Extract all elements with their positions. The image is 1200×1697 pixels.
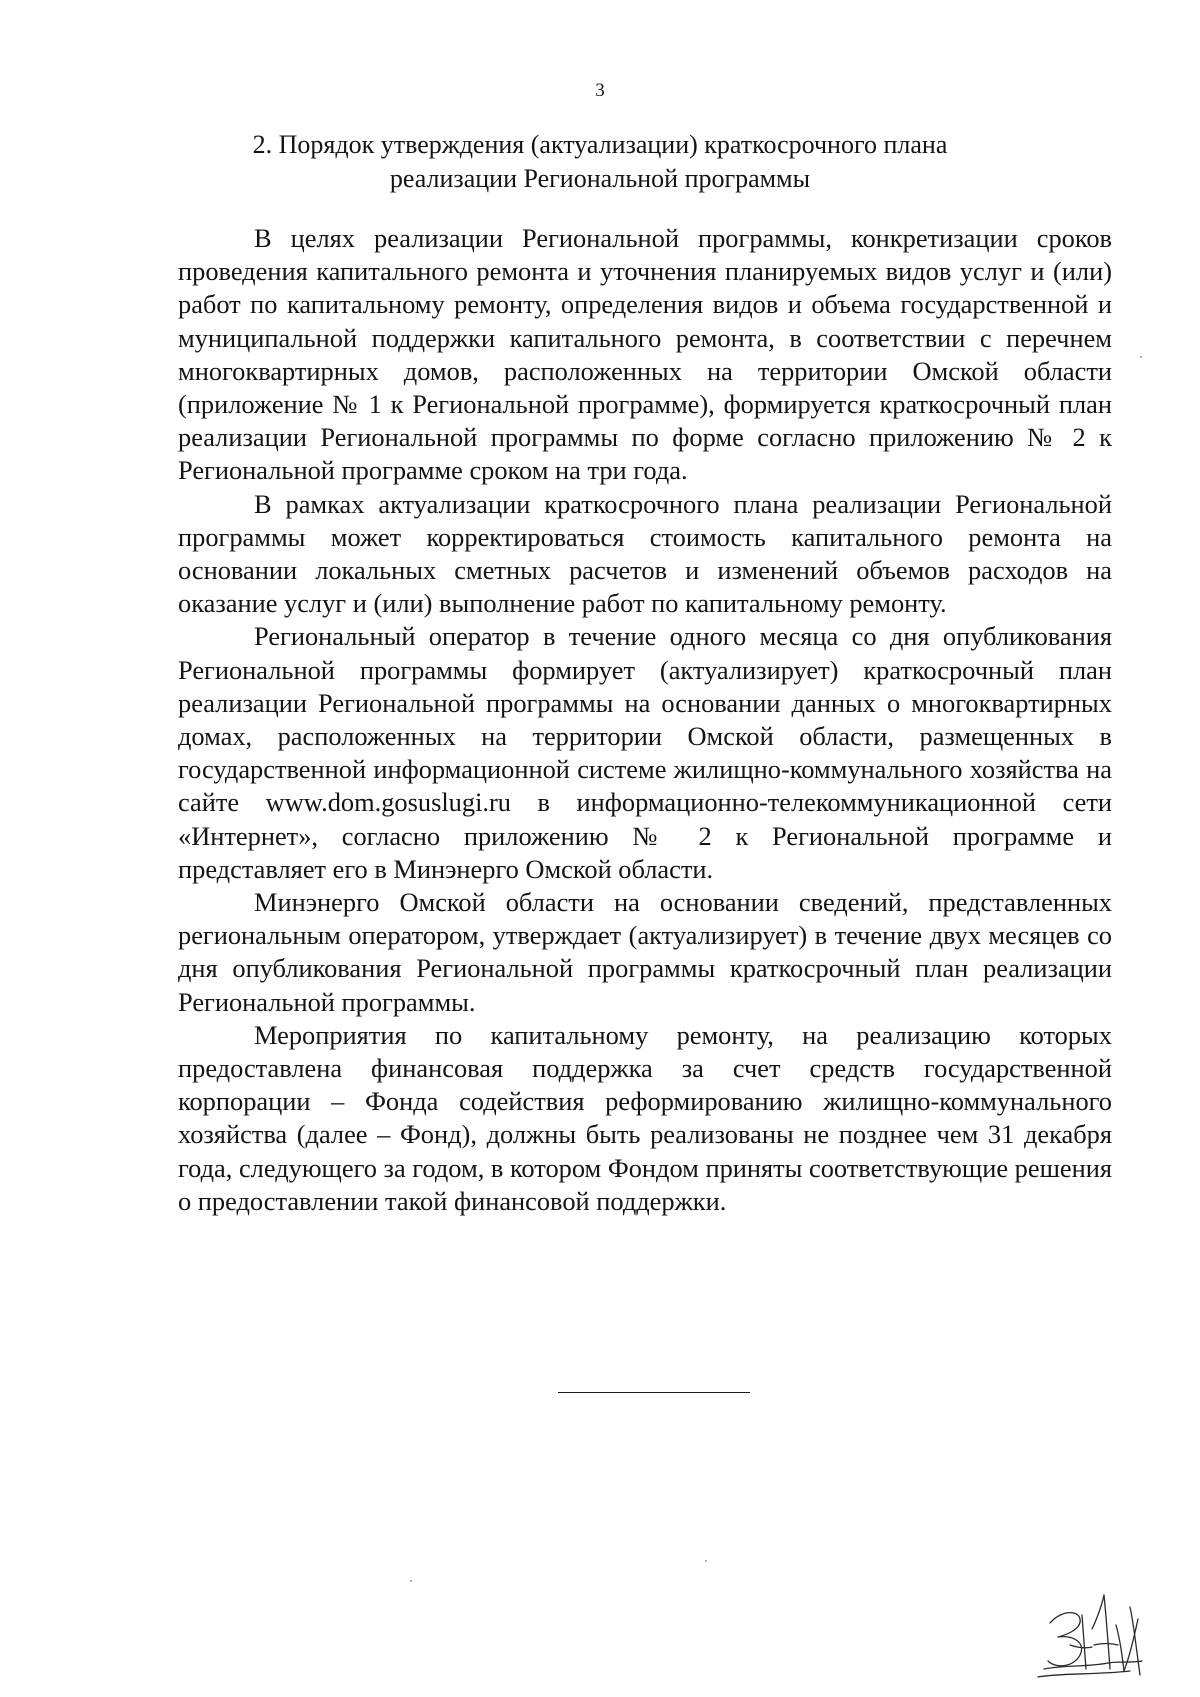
section-heading-line-1: 2. Порядок утверждения (актуализации) краткосрочного плана: [252, 130, 948, 159]
closing-rule: [558, 1392, 750, 1393]
signature-graphic: [1030, 1585, 1148, 1685]
paragraph: Мероприятия по капитальному ремонту, на реализацию которых предоставлена финансовая поддержка за счет средств государственной корпорации – Фонда содействия реформированию жилищно-коммунального хозяйства (далее – Фонд), должны быть реализованы не позднее чем 31 декабря года, следующего за годом, в котором Фондом приняты соответствующие решения о предоставлении такой финансовой поддержки.: [178, 1019, 1112, 1216]
scan-speck: [705, 1560, 707, 1562]
scan-speck: [410, 1580, 412, 1582]
paragraph: В целях реализации Региональной программы, конкретизации сроков проведения капитального ремонта и уточнения планируемых видов услуг и (или) работ по капитальному ремонту, определения видов и объема государственной и муниципальной поддержки капитального ремонта, в соответствии с перечнем многоквартирных домов, расположенных на территории Омской области (приложение № 1 к Региональной программе), формируется краткосрочный план реализации Региональной программы по форме согласно приложению № 2 к Региональной программе сроком на три года.: [178, 223, 1112, 486]
section-heading: [0, 128, 1200, 196]
document-body: [178, 222, 1112, 1218]
page-number: 3: [595, 80, 605, 101]
scan-speck: [1140, 356, 1142, 358]
paragraph: Региональный оператор в течение одного месяца со дня опубликования Региональной программы формирует (актуализирует) краткосрочный план реализации Региональной программы на основании данных о многоквартирных домах, расположенных на территории Омской области, размещенных в государственной информационной системе жилищно-коммунального хозяйства на сайте www.dom.gosuslugi.ru в информационно-телекоммуникационной сети «Интернет», согласно приложению № 2 к Региональной программе и представляет его в Минэнерго Омской области.: [178, 621, 1112, 884]
section-heading-line-2: реализации Региональной программы: [389, 164, 811, 193]
handwritten-signature: [1030, 1585, 1148, 1685]
paragraph: В рамках актуализации краткосрочного плана реализации Региональной программы может корректироваться стоимость капитального ремонта на основании локальных сметных расчетов и изменений объемов расходов на оказание услуг и (или) выполнение работ по капитальному ремонту.: [178, 488, 1112, 619]
paragraph: Минэнерго Омской области на основании сведений, представленных региональным оператором, утверждает (актуализирует) в течение двух месяцев со дня опубликования Региональной программы краткосрочный план реализации Региональной программы.: [178, 887, 1112, 1017]
